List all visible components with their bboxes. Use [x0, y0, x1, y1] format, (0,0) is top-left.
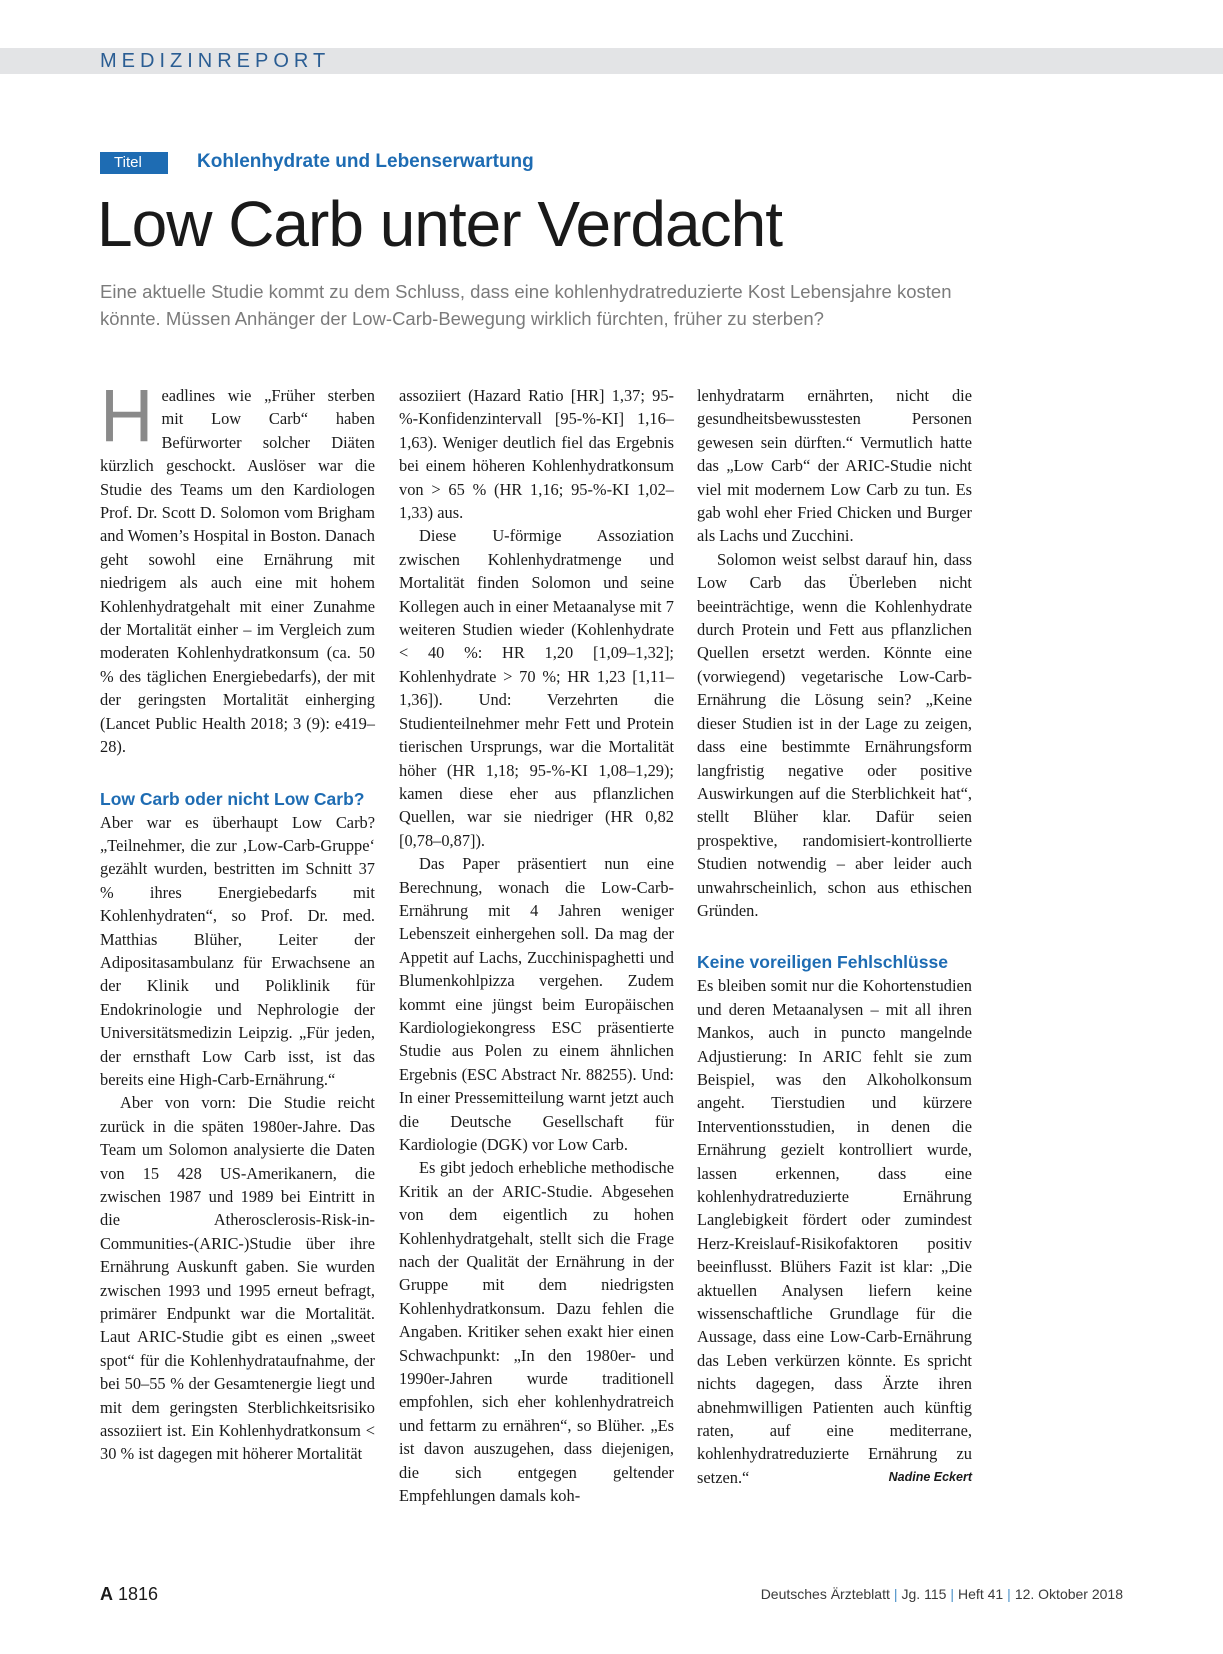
paragraph: Diese U-förmige Assoziation zwischen Kohlenhydratmenge und Mortalität finden Solomon und seine Kollegen auch in einer Metaanalyse mit 7 weiteren Studien wieder (Kohlenhydrate < 40 %: HR 1,20 [1,09–1,32]; Kohlenhydrate > 70 %; HR 1,23 [1,11–1,36]). Und: Verzehrten die Studienteilnehmer mehr Fett und Protein tierischen Ursprungs, war die Mortalität höher (HR 1,18; 95-%-KI 1,08–1,29); kamen diese eher aus pflanzlichen Quellen, war sie niedriger (HR 0,82 [0,78–0,87]).	[399, 526, 674, 850]
journal-name: Deutsches Ärzteblatt	[760, 1586, 890, 1602]
paragraph: lenhydratarm ernährten, nicht die gesundheitsbewusstesten Personen gewesen sein dürften.“ Vermutlich hatte das „Low Carb“ der ARIC-Studie nicht viel mit modernem Low Carb zu tun. Es gab wohl eher Fried Chicken und Burger als Lachs und Zucchini.	[697, 386, 972, 546]
article-lede: Eine aktuelle Studie kommt zu dem Schluss, dass eine kohlenhydratreduzierte Kost Lebensjahre kosten könnte. Müssen Anhänger der Low-Carb-Bewegung wirklich fürchten, früher zu sterben?	[100, 281, 952, 329]
author-name: Nadine Eckert	[888, 1469, 972, 1484]
article-title: Low Carb unter Verdacht	[97, 188, 782, 260]
paragraph: eadlines wie „Früher sterben mit Low Carb“ haben Befürworter solcher Diäten kürzlich geschockt. Auslöser war die Studie des Teams um den Kardiologen Prof. Dr. Scott D. Solomon vom Brigham and Women’s Hospital in Boston. Danach geht sowohl eine Ernährung mit niedrigem als auch eine mit hohem Kohlenhydratgehalt mit einer Zunahme der Mortalität einher – im Vergleich zum moderaten Kohlenhydratkonsum (ca. 50 % des täglichen Energiebedarfs), der mit der geringsten Mortalität einherging (Lancet Public Health 2018; 3 (9): e419–28).	[100, 386, 375, 757]
paragraph: Solomon weist selbst darauf hin, dass Low Carb das Überleben nicht beeinträchtige, wenn die Kohlenhydrate durch Protein und Fett aus pflanzlichen Quellen ersetzt werden. Könnte eine (vorwiegend) vegetarische Low-Carb-Ernährung die Lösung sein? „Keine dieser Studien ist in der Lage zu zeigen, dass eine bestimmte Ernährungsform langfristig negative oder positive Auswirkungen auf die Sterblichkeit hat“, stellt Blüher klar. Dafür seien prospektive, randomisiert-kontrollierte Studien notwendig – aber leider auch unwahrscheinlich, schon aus ethischen Gründen.	[697, 549, 972, 920]
separator: |	[950, 1586, 955, 1602]
section-label: MEDIZINREPORT	[100, 50, 331, 72]
column-3	[697, 384, 972, 1489]
drop-cap: H	[100, 374, 154, 457]
paragraph	[697, 974, 972, 1489]
separator: |	[1007, 1586, 1011, 1602]
paragraph: Es gibt jedoch erhebliche methodische Kritik an der ARIC-Studie. Abgesehen von dem eigentlich zu hohen Kohlenhydratgehalt, stellt sich die Frage nach der Qualität der Ernährung in der Gruppe mit dem niedrigsten Kohlenhydratkonsum. Dazu fehlen die Angaben. Kritiker sehen exakt hier einen Schwachpunkt: „In den 1980er- und 1990er-Jahren wurde traditionell empfohlen, sich eher kohlenhydratreich und fettarm zu ernähren“, so Blüher. „Es ist davon auszugehen, dass diejenigen, die sich entgegen geltender Empfehlungen damals koh-	[399, 1158, 674, 1506]
paragraph-text: Es bleiben somit nur die Kohortenstudien und deren Metaanalysen – mit all ihren Mankos, auch in puncto mangelnde Adjustierung: In ARIC fehlt sie zum Beispiel, was den Alkoholkonsum angeht. Tierstudien und kürzere Interventionsstudien, in denen die Ernährung gezielt kontrolliert wurde, lassen erkennen, dass eine kohlenhydratreduzierte Ernährung Langlebigkeit fördert oder zumindest Herz-Kreislauf-Risikofaktoren positiv beeinflusst. Blühers Fazit ist klar: „Die aktuellen Analysen liefern keine wissenschaftliche Grundlage für die Aussage, dass eine Low-Carb-Ernährung das Leben verkürzen könnte. Es spricht nichts dagegen, dass Ärzte ihren abnehmwilligen Patienten auch künftig raten, auf eine mediterrane, kohlenhydratreduzierte Ernährung zu setzen.“	[697, 976, 972, 1487]
journal-citation	[761, 1586, 1123, 1602]
category-tag: Titel	[100, 152, 168, 174]
column-2	[399, 384, 674, 1508]
subheading: Low Carb oder nicht Low Carb?	[100, 788, 365, 809]
paragraph: assoziiert (Hazard Ratio [HR] 1,37; 95-%-Konfidenzintervall [95-%-KI] 1,16–1,63). Weniger deutlich fiel das Ergebnis bei einem höheren Kohlenhydratkonsum von > 65 % (HR 1,16; 95-%-KI 1,02–1,33) aus.	[399, 386, 674, 523]
journal-volume: Jg. 115	[901, 1586, 947, 1602]
page-number	[100, 1584, 158, 1605]
paragraph: Aber von vorn: Die Studie reicht zurück in die späten 1980er-Jahre. Das Team um Solomon analysierte die Daten von 15 428 US-Amerikanern, die zwischen 1987 und 1989 bei Eintritt in die Atherosclerosis-Risk-in-Communities-(ARIC-)Studie über ihre Ernährung Auskunft gaben. Sie wurden zwischen 1993 und 1995 erneut befragt, primärer Endpunkt war die Mortalität. Laut ARIC-Studie gibt es einen „sweet spot“ für die Kohlenhydrataufnahme, der bei 50–55 % der Gesamtenergie liegt und mit dem geringsten Sterblichkeitsrisiko assoziiert ist. Ein Kohlenhydratkonsum < 30 % ist dagegen mit höherer Mortalität	[100, 1093, 375, 1464]
journal-date: 12. Oktober 2018	[1014, 1586, 1123, 1602]
paragraph: Aber war es überhaupt Low Carb? „Teilnehmer, die zur ‚Low-Carb-Gruppe‘ gezählt wurden, bestritten im Schnitt 37 % ihres Energiebedarfs mit Kohlenhydraten“, so Prof. Dr. med. Matthias Blüher, Leiter der Adipositasambulanz für Erwachsene an der Klinik und Poliklinik für Endokrinologie und Nephrologie der Universitätsmedizin Leipzig. „Für jeden, der ernsthaft Low Carb isst, ist das bereits eine High-Carb-Ernährung.“	[100, 812, 375, 1089]
page-number-value: 1816	[118, 1584, 159, 1604]
column-1	[100, 374, 375, 1466]
paragraph: Das Paper präsentiert nun eine Berechnung, wonach die Low-Carb-Ernährung mit 4 Jahren weniger Lebenszeit einhergehen soll. Da mag der Appetit auf Lachs, Zucchinispaghetti und Blumenkohlpizza vergehen. Zudem kommt eine jüngst beim Europäischen Kardiologiekongress ESC präsentierte Studie aus Polen zu einem ähnlichen Ergebnis (ESC Abstract Nr. 88255). Und: In einer Pressemitteilung warnt jetzt auch die Deutsche Gesellschaft für Kardiologie (DGK) vor Low Carb.	[399, 854, 674, 1154]
page-prefix: A	[100, 1584, 113, 1604]
subheading: Keine voreiligen Fehlschlüsse	[697, 952, 948, 973]
journal-issue: Heft 41	[958, 1586, 1004, 1602]
article-kicker: Kohlenhydrate und Lebenserwartung	[197, 151, 534, 172]
separator: |	[893, 1586, 898, 1602]
